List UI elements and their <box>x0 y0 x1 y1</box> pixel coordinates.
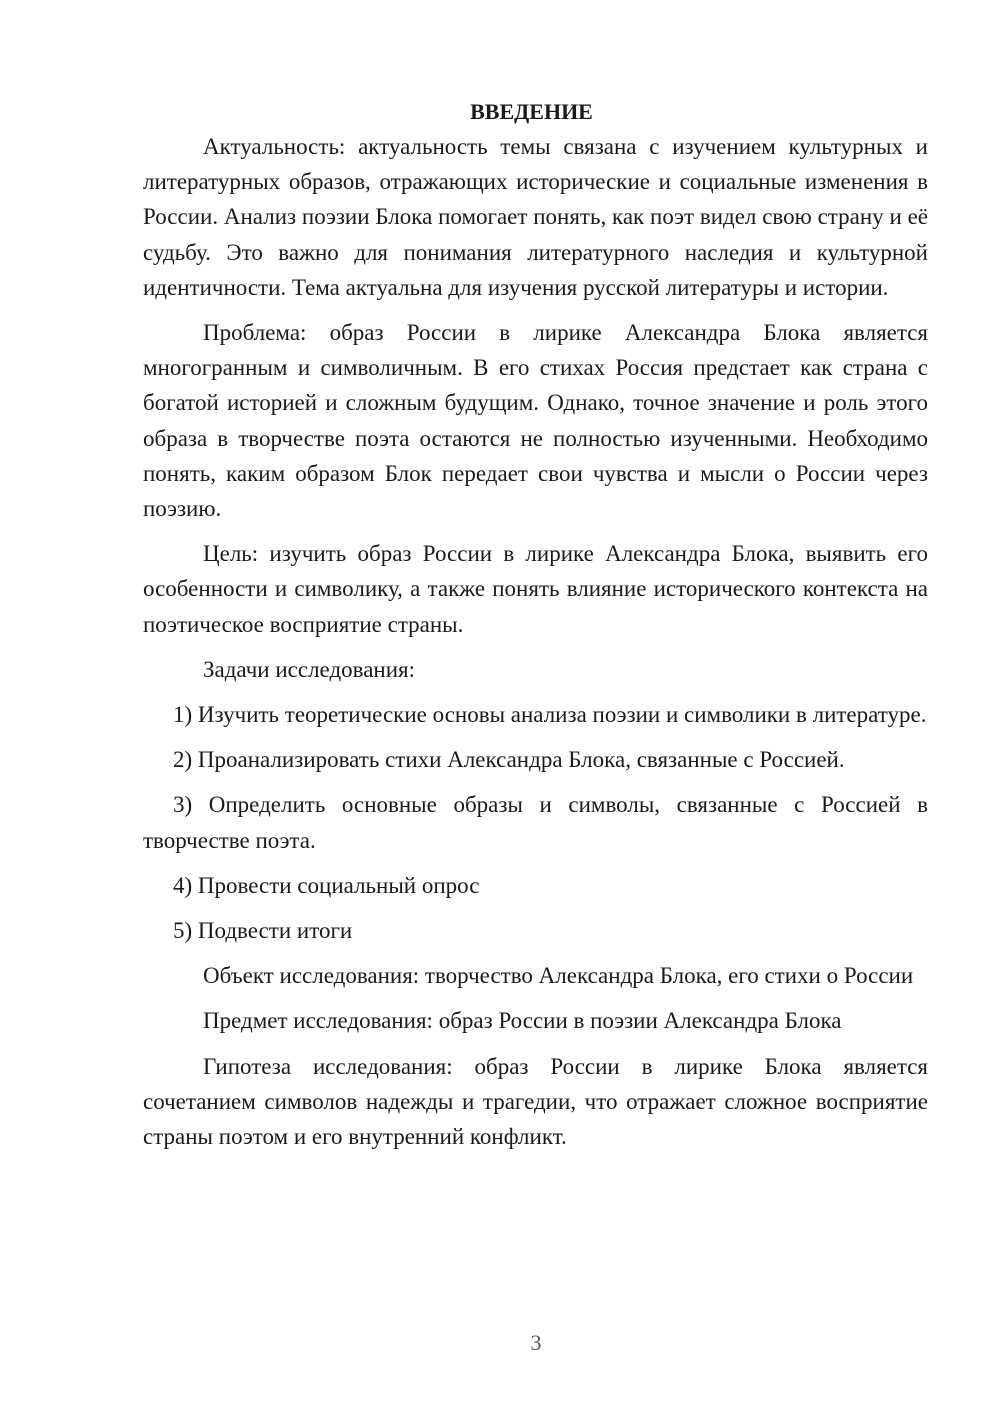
task-item-2: 2) Проанализировать стихи Александра Блока, связанные с Россией. <box>173 747 845 773</box>
tasks-heading: Задачи исследования: <box>203 656 416 682</box>
object-paragraph: Объект исследования: творчество Александра Блока, его стихи о России <box>203 963 914 989</box>
task-item-4: 4) Провести социальный опрос <box>173 872 480 898</box>
task-item-1: 1) Изучить теоретические основы анализа поэзии и символики в литературе. <box>173 702 927 728</box>
section-title: ВВЕДЕНИЕ <box>470 99 593 124</box>
document-page <box>143 94 928 1164</box>
goal-paragraph: Цель: изучить образ России в лирике Александра Блока, выявить его особенности и символику, а также понять влияние исторического контекста на поэтическое восприятие страны. <box>143 541 928 637</box>
subject-paragraph: Предмет исследования: образ России в поэзии Александра Блока <box>203 1008 842 1034</box>
relevance-paragraph: Актуальность: актуальность темы связана с изучением культурных и литературных образов, отражающих исторические и социальные изменения в России. Анализ поэзии Блока помогает понять, как поэт видел свою страну и её судьбу. Это важно для понимания литературного наследия и культурной идентичности. Тема актуальна для изучения русской литературы и истории. <box>143 134 928 300</box>
page-number: 3 <box>530 1330 542 1355</box>
task-item-5: 5) Подвести итоги <box>173 918 353 944</box>
task-item-3: 3) Определить основные образы и символы, связанные с Россией в творчестве поэта. <box>143 792 928 853</box>
problem-paragraph: Проблема: образ России в лирике Александра Блока является многогранным и символичным. В его стихах Россия предстает как страна с богатой историей и сложным будущим. Однако, точное значение и роль этого образа в творчестве поэта остаются не полностью изученными. Необходимо понять, каким образом Блок передает свои чувства и мысли о России через поэзию. <box>143 320 928 522</box>
hypothesis-paragraph: Гипотеза исследования: образ России в лирике Блока является сочетанием символов надежды и трагедии, что отражает сложное восприятие страны поэтом и его внутренний конфликт. <box>143 1053 928 1150</box>
